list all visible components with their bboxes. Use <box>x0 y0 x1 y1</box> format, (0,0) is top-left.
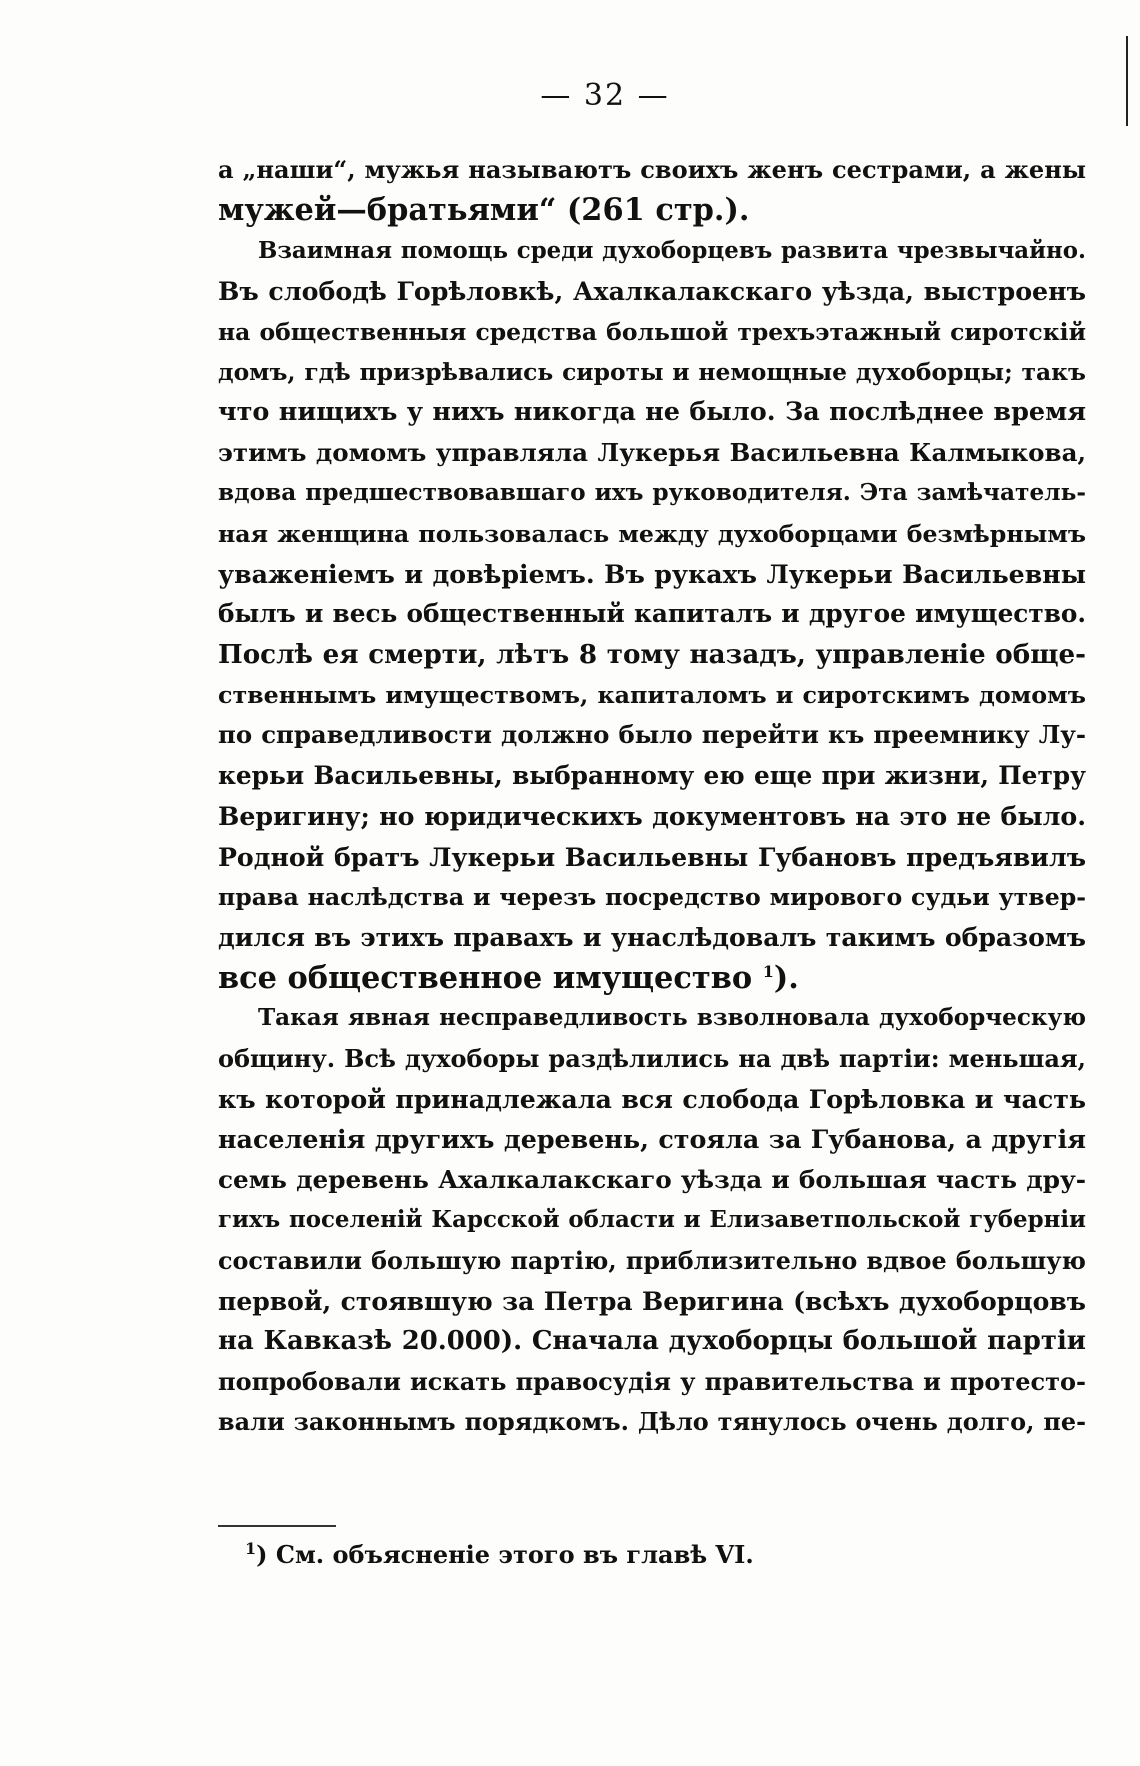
text-line: Послѣ ея смерти, лѣтъ 8 тому назадъ, управленіе обще- <box>218 638 1086 670</box>
text-line: вали законнымъ порядкомъ. Дѣло тянулось очень долго, пе- <box>218 1408 1086 1437</box>
text-line: гихъ поселеній Карсской области и Елизаветпольской губерніи <box>218 1207 1086 1234</box>
text-line: керьи Васильевны, выбранному ею еще при жизни, Петру <box>218 760 1086 790</box>
text-line: на Кавказѣ 20.000). Сначала духоборцы большой партіи <box>218 1326 1086 1357</box>
text-line: дился въ этихъ правахъ и унаслѣдовалъ такимъ образомъ <box>218 922 1086 953</box>
text-line-content: все общественное имущество <box>218 959 753 996</box>
text-line: на общественныя средства большой трехъэтажный сиротскій <box>218 317 1086 346</box>
footnote <box>245 1540 754 1570</box>
text-line: мужей—братьями“ (261 стр.). <box>218 192 750 229</box>
footnote-reference[interactable]: 1 <box>762 961 774 981</box>
text-line: населенія другихъ деревень, стояла за Губанова, а другія <box>218 1124 1086 1155</box>
text-line: семь деревень Ахалкалакскаго уѣзда и большая часть дру- <box>218 1164 1086 1194</box>
page-number: — 32 — <box>540 78 670 113</box>
text-line: вдова предшествовавшаго ихъ руководителя. Эта замѣчатель- <box>218 479 1086 507</box>
text-line: домъ, гдѣ призрѣвались сироты и немощные духоборцы; такъ <box>218 357 1086 386</box>
text-line: Родной братъ Лукерьи Васильевны Губановъ предъявилъ <box>218 841 1086 872</box>
text-line: общину. Всѣ духоборы раздѣлились на двѣ партіи: меньшая, <box>218 1043 1086 1073</box>
text-line: что нищихъ у нихъ никогда не было. За послѣднее время <box>218 397 1086 428</box>
text-line: Такая явная несправедливость взволновала духоборческую <box>258 1004 1086 1032</box>
footnote-text: ) См. объясненіе этого въ главѣ VI. <box>256 1540 754 1569</box>
text-line: былъ и весь общественный капиталъ и другое имущество. <box>218 599 1086 629</box>
text-line: составили большую партію, приблизительно вдвое большую <box>218 1246 1086 1275</box>
text-line: Взаимная помощь среди духоборцевъ развита чрезвычайно. <box>258 237 1086 264</box>
text-line: къ которой принадлежала вся слобода Горѣловка и часть <box>218 1083 1086 1114</box>
text-line-tail: ). <box>773 959 799 996</box>
text-line: этимъ домомъ управляла Лукерья Васильевна Калмыкова, <box>218 437 1086 467</box>
footnote-separator <box>218 1525 336 1527</box>
text-line: ная женщина пользовалась между духоборцами безмѣрнымъ <box>218 519 1086 548</box>
text-line: попробовали искать правосудія у правительства и протесто- <box>218 1366 1086 1396</box>
footnote-marker: 1 <box>245 1539 257 1558</box>
text-line: Въ слободѣ Горѣловкѣ, Ахалкалакскаго уѣзда, выстроенъ <box>218 276 1086 307</box>
text-line: а „наши“, мужья называютъ своихъ женъ сестрами, а жены <box>218 155 1086 184</box>
body-text <box>218 150 1086 1443</box>
text-line: уваженіемъ и довѣріемъ. Въ рукахъ Лукерьи Васильевны <box>218 558 1086 589</box>
text-line: по справедливости должно было перейти къ преемнику Лу- <box>218 720 1086 750</box>
text-line: ственнымъ имуществомъ, капиталомъ и сиротскимъ домомъ <box>218 681 1086 710</box>
text-line-with-footnote <box>218 958 1086 998</box>
text-line: права наслѣдства и черезъ посредство мирового судьи утвер- <box>218 883 1086 912</box>
text-line: первой, стоявшую за Петра Веригина (всѣхъ духоборцовъ <box>218 1285 1086 1316</box>
text-line: Веригину; но юридическихъ документовъ на это не было. <box>218 801 1086 832</box>
